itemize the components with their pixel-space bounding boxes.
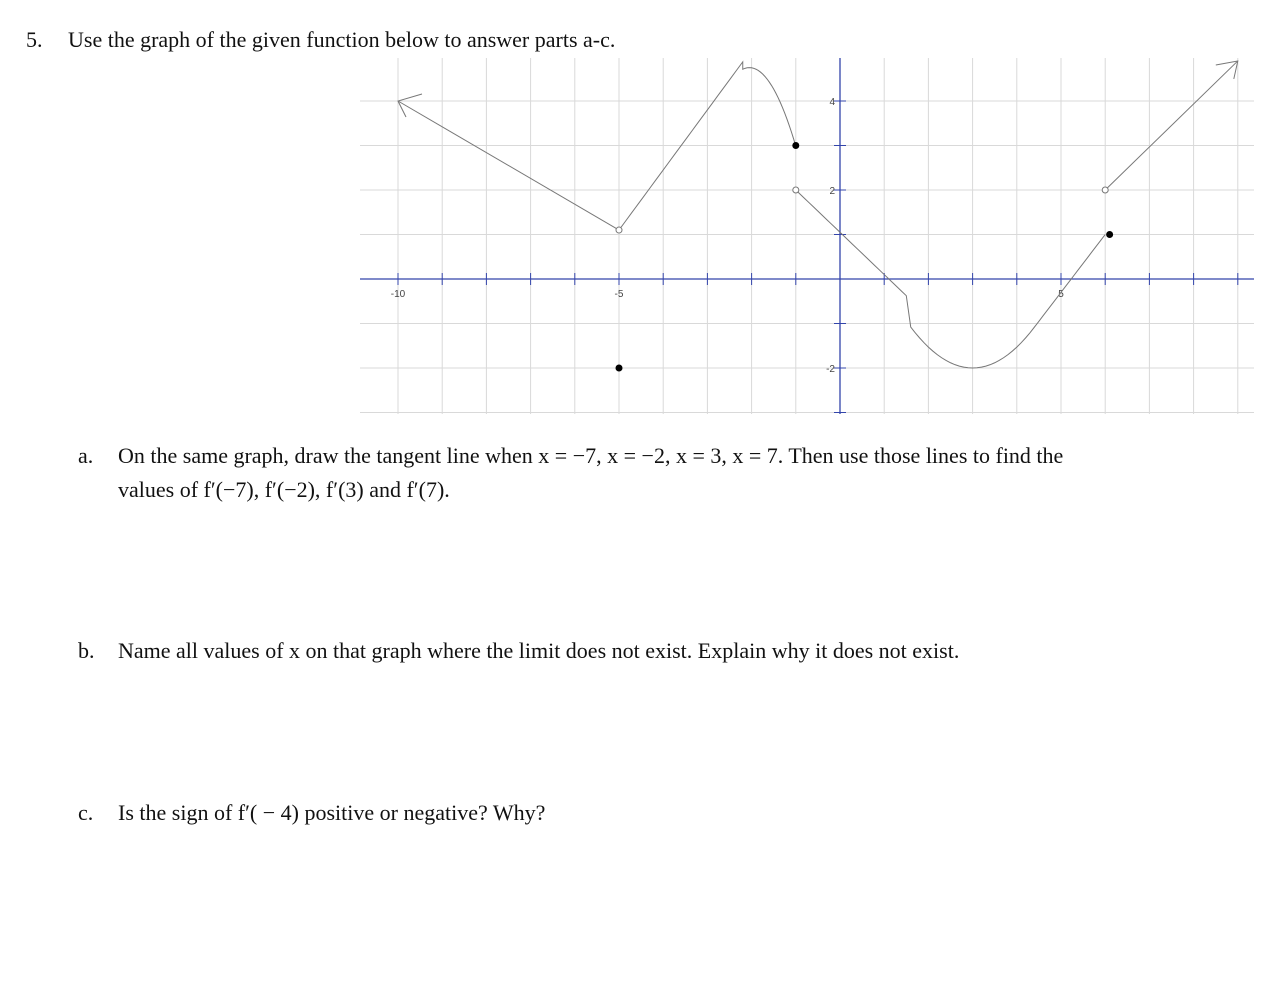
part-b-text: Name all values of x on that graph where the limit does not exist. Explain why it does not exist. (118, 638, 960, 663)
open-point (793, 187, 799, 193)
part-a-line2: values of f′(−7), f′(−2), f′(3) and f′(7). (118, 477, 450, 502)
question-text: Use the graph of the given function below to answer parts a-c. (68, 27, 616, 52)
question-number: 5. (26, 27, 43, 52)
filled-point (1106, 231, 1113, 238)
y-tick-label: 4 (829, 97, 835, 108)
curve-right-ray (1105, 61, 1238, 190)
open-point (1102, 187, 1108, 193)
filled-point (616, 365, 623, 372)
graph-tick-labels (391, 97, 1064, 375)
x-tick-label: -10 (390, 289, 406, 300)
graph-axes (360, 58, 1254, 414)
filled-point (792, 142, 799, 149)
x-tick-label: 5 (1058, 289, 1064, 300)
y-tick-label: 2 (829, 186, 835, 197)
open-point (616, 227, 622, 233)
curve-left-arrow (398, 94, 422, 117)
part-a-line1: On the same graph, draw the tangent line when x = −7, x = −2, x = 3, x = 7. Then use those lines to find the (118, 443, 1064, 468)
graph-grid (360, 58, 1254, 414)
y-tick-label: -2 (826, 364, 835, 375)
part-b-label: b. (78, 638, 95, 663)
x-tick-label: -5 (614, 289, 624, 300)
curve-left-ray (398, 101, 619, 230)
part-a-label: a. (78, 443, 94, 468)
graph-points (616, 142, 1114, 372)
function-curve (398, 61, 1238, 368)
part-c-text: Is the sign of f′( − 4) positive or negative? Why? (118, 800, 546, 825)
part-c-label: c. (78, 800, 94, 825)
function-graph (0, 0, 1278, 430)
